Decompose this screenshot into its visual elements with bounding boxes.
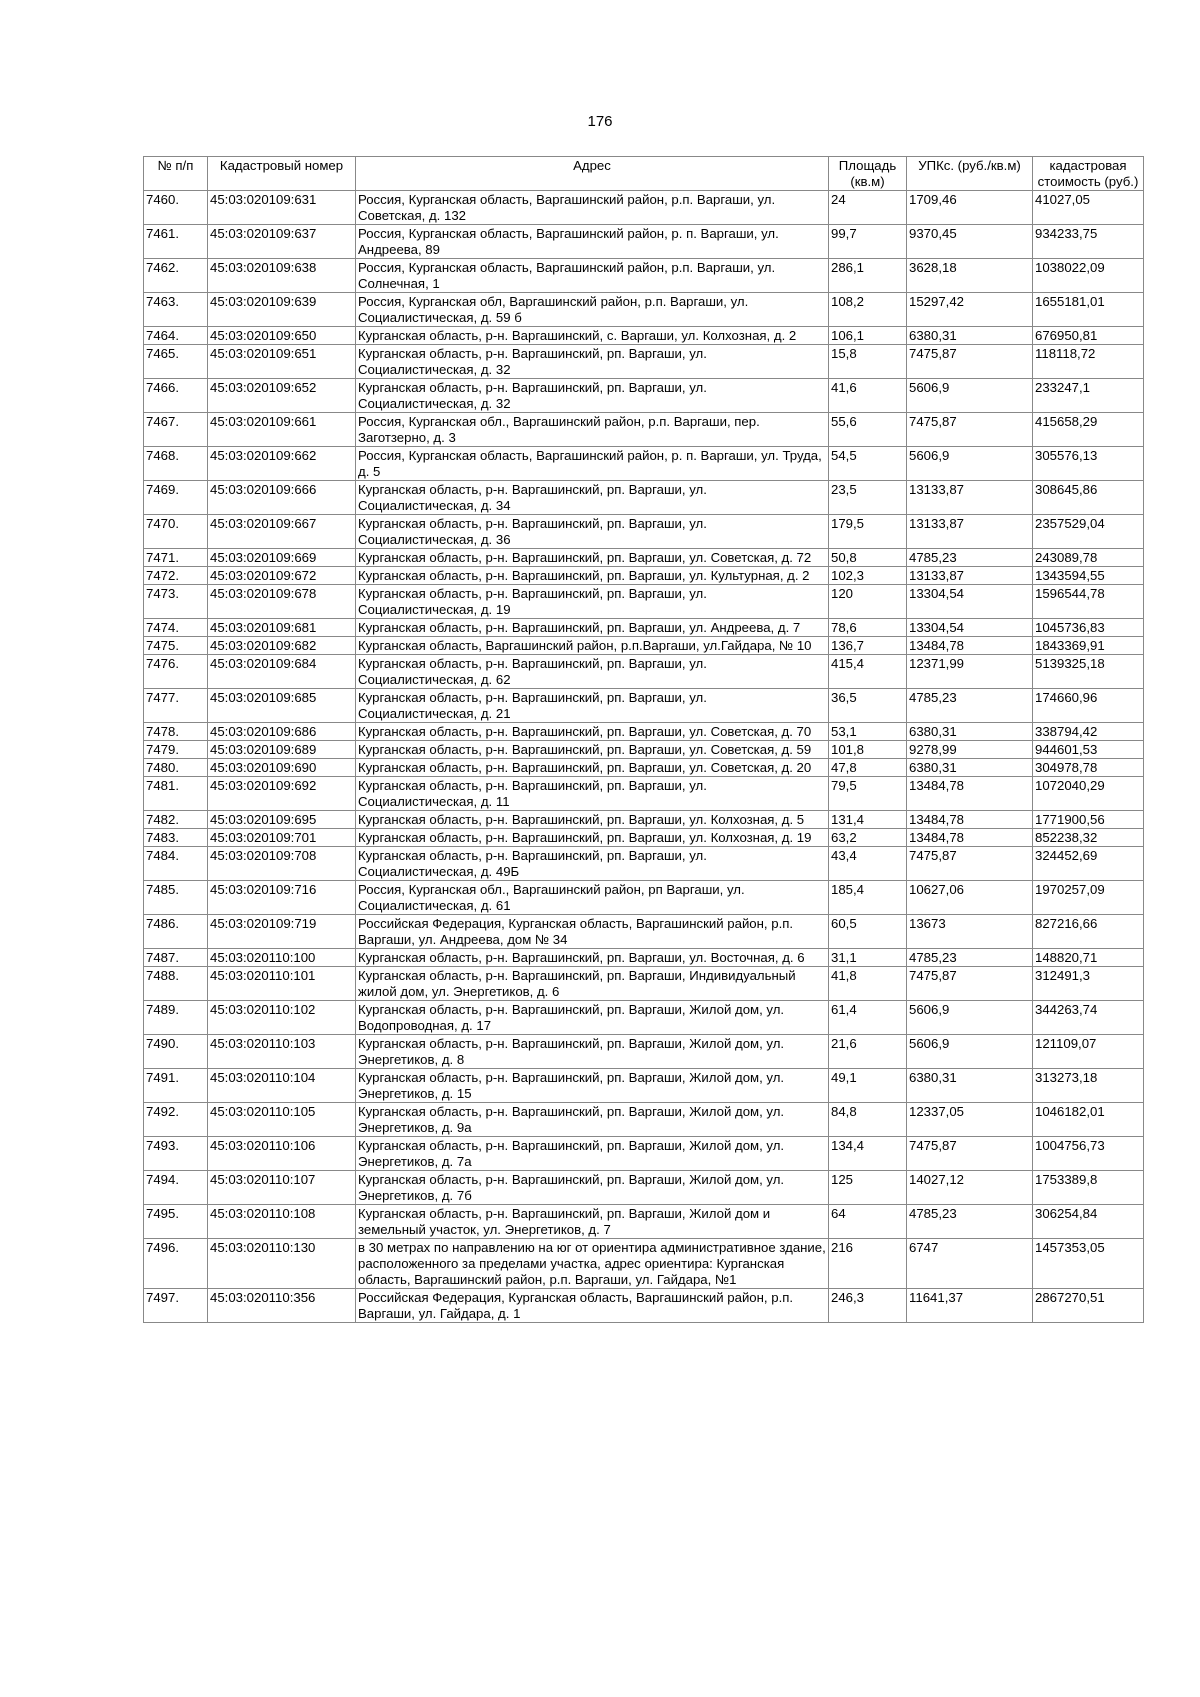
cell-cost: 243089,78	[1033, 549, 1144, 567]
cell-num: 7460.	[144, 191, 208, 225]
cell-num: 7470.	[144, 515, 208, 549]
cell-cadastral: 45:03:020109:678	[208, 585, 356, 619]
cell-cost: 118118,72	[1033, 345, 1144, 379]
cell-cadastral: 45:03:020110:103	[208, 1035, 356, 1069]
cell-cadastral: 45:03:020109:701	[208, 829, 356, 847]
table-row	[144, 949, 1144, 967]
cell-area: 106,1	[829, 327, 907, 345]
cell-num: 7478.	[144, 723, 208, 741]
cell-upks: 7475,87	[907, 967, 1033, 1001]
cell-upks: 13133,87	[907, 567, 1033, 585]
cell-cadastral: 45:03:020109:661	[208, 413, 356, 447]
header-cadastral: Кадастровый номер	[208, 157, 356, 191]
cell-area: 185,4	[829, 881, 907, 915]
table-row	[144, 723, 1144, 741]
cell-num: 7490.	[144, 1035, 208, 1069]
cell-cost: 2357529,04	[1033, 515, 1144, 549]
cell-num: 7477.	[144, 689, 208, 723]
table-row	[144, 847, 1144, 881]
cell-num: 7472.	[144, 567, 208, 585]
cell-address: Курганская область, р-н. Варгашинский, рп. Варгаши, ул. Социалистическая, д. 36	[356, 515, 829, 549]
cell-cost: 827216,66	[1033, 915, 1144, 949]
cell-upks: 5606,9	[907, 1035, 1033, 1069]
cell-area: 125	[829, 1171, 907, 1205]
cell-cost: 5139325,18	[1033, 655, 1144, 689]
cell-address: Курганская область, р-н. Варгашинский, рп. Варгаши, ул. Социалистическая, д. 62	[356, 655, 829, 689]
cell-cadastral: 45:03:020109:690	[208, 759, 356, 777]
cell-upks: 4785,23	[907, 689, 1033, 723]
cell-area: 131,4	[829, 811, 907, 829]
cell-address: Курганская область, р-н. Варгашинский, рп. Варгаши, Жилой дом, ул. Водопроводная, д. 17	[356, 1001, 829, 1035]
cell-cadastral: 45:03:020109:637	[208, 225, 356, 259]
cell-area: 50,8	[829, 549, 907, 567]
table-row	[144, 585, 1144, 619]
cell-cadastral: 45:03:020109:681	[208, 619, 356, 637]
cell-area: 21,6	[829, 1035, 907, 1069]
cell-upks: 13484,78	[907, 777, 1033, 811]
table-row	[144, 967, 1144, 1001]
cell-cadastral: 45:03:020109:689	[208, 741, 356, 759]
cell-upks: 4785,23	[907, 949, 1033, 967]
header-row	[144, 157, 1144, 191]
cell-upks: 9370,45	[907, 225, 1033, 259]
cell-address: Курганская область, р-н. Варгашинский, рп. Варгаши, ул. Социалистическая, д. 34	[356, 481, 829, 515]
cell-upks: 13673	[907, 915, 1033, 949]
cell-address: Курганская область, р-н. Варгашинский, рп. Варгаши, ул. Социалистическая, д. 32	[356, 345, 829, 379]
cell-address: Курганская область, р-н. Варгашинский, рп. Варгаши, ул. Социалистическая, д. 11	[356, 777, 829, 811]
cell-area: 108,2	[829, 293, 907, 327]
cell-area: 53,1	[829, 723, 907, 741]
cell-cost: 174660,96	[1033, 689, 1144, 723]
cell-upks: 6380,31	[907, 1069, 1033, 1103]
cell-cadastral: 45:03:020110:130	[208, 1239, 356, 1289]
cell-cost: 1655181,01	[1033, 293, 1144, 327]
table-row	[144, 1035, 1144, 1069]
cell-upks: 6380,31	[907, 327, 1033, 345]
cell-cadastral: 45:03:020109:666	[208, 481, 356, 515]
cell-num: 7488.	[144, 967, 208, 1001]
table-row	[144, 619, 1144, 637]
cell-cadastral: 45:03:020109:716	[208, 881, 356, 915]
cell-cost: 304978,78	[1033, 759, 1144, 777]
cell-upks: 7475,87	[907, 345, 1033, 379]
cell-num: 7467.	[144, 413, 208, 447]
cell-num: 7461.	[144, 225, 208, 259]
cell-address: Курганская область, р-н. Варгашинский, рп. Варгаши, Жилой дом, ул. Энергетиков, д. 8	[356, 1035, 829, 1069]
cell-area: 179,5	[829, 515, 907, 549]
cell-address: Курганская область, р-н. Варгашинский, рп. Варгаши, ул. Советская, д. 59	[356, 741, 829, 759]
cell-num: 7482.	[144, 811, 208, 829]
cell-cadastral: 45:03:020110:100	[208, 949, 356, 967]
cell-upks: 13133,87	[907, 481, 1033, 515]
cell-area: 246,3	[829, 1289, 907, 1323]
cell-upks: 15297,42	[907, 293, 1033, 327]
cell-cost: 1970257,09	[1033, 881, 1144, 915]
table-row	[144, 327, 1144, 345]
cell-address: Курганская область, р-н. Варгашинский, рп. Варгаши, ул. Социалистическая, д. 49Б	[356, 847, 829, 881]
cell-cadastral: 45:03:020109:669	[208, 549, 356, 567]
cell-num: 7484.	[144, 847, 208, 881]
cell-num: 7476.	[144, 655, 208, 689]
table-row	[144, 191, 1144, 225]
table-row	[144, 777, 1144, 811]
cell-cost: 415658,29	[1033, 413, 1144, 447]
cell-address: Курганская область, р-н. Варгашинский, рп. Варгаши, ул. Советская, д. 72	[356, 549, 829, 567]
cell-num: 7463.	[144, 293, 208, 327]
cell-address: Российская Федерация, Курганская область, Варгашинский район, р.п. Варгаши, ул. Гайдара, д. 1	[356, 1289, 829, 1323]
cell-area: 120	[829, 585, 907, 619]
cell-num: 7462.	[144, 259, 208, 293]
cell-cadastral: 45:03:020110:102	[208, 1001, 356, 1035]
cell-area: 41,8	[829, 967, 907, 1001]
cell-num: 7494.	[144, 1171, 208, 1205]
table-body	[144, 191, 1144, 1323]
cell-area: 99,7	[829, 225, 907, 259]
cell-address: Курганская область, р-н. Варгашинский, рп. Варгаши, Жилой дом, ул. Энергетиков, д. 7б	[356, 1171, 829, 1205]
cell-num: 7481.	[144, 777, 208, 811]
cell-cadastral: 45:03:020110:101	[208, 967, 356, 1001]
cell-upks: 1709,46	[907, 191, 1033, 225]
cell-upks: 13484,78	[907, 811, 1033, 829]
cell-num: 7495.	[144, 1205, 208, 1239]
cell-area: 136,7	[829, 637, 907, 655]
cell-area: 415,4	[829, 655, 907, 689]
cell-cost: 1843369,91	[1033, 637, 1144, 655]
table-row	[144, 379, 1144, 413]
cell-upks: 12371,99	[907, 655, 1033, 689]
table-row	[144, 655, 1144, 689]
cell-address: Россия, Курганская обл., Варгашинский район, р.п. Варгаши, пер. Заготзерно, д. 3	[356, 413, 829, 447]
cell-address: в 30 метрах по направлению на юг от ориентира административное здание, расположенного за пределами участка, адрес ориентира: Курганская область, Варгашинский район, р.п. Варгаши, ул. Гайдара, №1	[356, 1239, 829, 1289]
cell-upks: 5606,9	[907, 1001, 1033, 1035]
cell-area: 286,1	[829, 259, 907, 293]
cell-cadastral: 45:03:020109:685	[208, 689, 356, 723]
cell-upks: 4785,23	[907, 1205, 1033, 1239]
table-row	[144, 259, 1144, 293]
table-row	[144, 811, 1144, 829]
cell-cost: 1771900,56	[1033, 811, 1144, 829]
cell-cadastral: 45:03:020109:695	[208, 811, 356, 829]
cell-cost: 41027,05	[1033, 191, 1144, 225]
cell-address: Россия, Курганская обл, Варгашинский район, р.п. Варгаши, ул. Социалистическая, д. 59 б	[356, 293, 829, 327]
page-number: 176	[587, 113, 613, 130]
cell-address: Курганская область, р-н. Варгашинский, рп. Варгаши, ул. Колхозная, д. 5	[356, 811, 829, 829]
table-row	[144, 447, 1144, 481]
cell-cadastral: 45:03:020109:682	[208, 637, 356, 655]
cell-num: 7493.	[144, 1137, 208, 1171]
table-row	[144, 829, 1144, 847]
cell-cadastral: 45:03:020110:107	[208, 1171, 356, 1205]
cell-cadastral: 45:03:020110:106	[208, 1137, 356, 1171]
cell-address: Курганская область, Варгашинский район, р.п.Варгаши, ул.Гайдара, № 10	[356, 637, 829, 655]
cell-num: 7475.	[144, 637, 208, 655]
cell-address: Курганская область, р-н. Варгашинский, с. Варгаши, ул. Колхозная, д. 2	[356, 327, 829, 345]
table-row	[144, 1069, 1144, 1103]
cell-address: Курганская область, р-н. Варгашинский, рп. Варгаши, Жилой дом, ул. Энергетиков, д. 15	[356, 1069, 829, 1103]
table-row	[144, 567, 1144, 585]
cell-upks: 7475,87	[907, 413, 1033, 447]
cell-area: 60,5	[829, 915, 907, 949]
cell-upks: 10627,06	[907, 881, 1033, 915]
cell-cost: 306254,84	[1033, 1205, 1144, 1239]
table-row	[144, 1205, 1144, 1239]
cell-area: 134,4	[829, 1137, 907, 1171]
cell-address: Курганская область, р-н. Варгашинский, рп. Варгаши, ул. Социалистическая, д. 21	[356, 689, 829, 723]
table-row	[144, 759, 1144, 777]
cell-cost: 308645,86	[1033, 481, 1144, 515]
header-area: Площадь (кв.м)	[829, 157, 907, 191]
cell-upks: 13304,54	[907, 619, 1033, 637]
cell-cost: 944601,53	[1033, 741, 1144, 759]
cell-num: 7485.	[144, 881, 208, 915]
cell-cadastral: 45:03:020109:686	[208, 723, 356, 741]
cell-upks: 5606,9	[907, 447, 1033, 481]
cell-cadastral: 45:03:020109:708	[208, 847, 356, 881]
cell-cost: 313273,18	[1033, 1069, 1144, 1103]
cell-area: 47,8	[829, 759, 907, 777]
cell-cadastral: 45:03:020109:651	[208, 345, 356, 379]
header-num: № п/п	[144, 157, 208, 191]
cell-cost: 344263,74	[1033, 1001, 1144, 1035]
table-row	[144, 1239, 1144, 1289]
table-row	[144, 637, 1144, 655]
cell-upks: 14027,12	[907, 1171, 1033, 1205]
cell-upks: 4785,23	[907, 549, 1033, 567]
cell-num: 7491.	[144, 1069, 208, 1103]
cell-cadastral: 45:03:020109:684	[208, 655, 356, 689]
cell-address: Курганская область, р-н. Варгашинский, рп. Варгаши, Жилой дом и земельный участок, ул. Энергетиков, д. 7	[356, 1205, 829, 1239]
cell-cadastral: 45:03:020109:631	[208, 191, 356, 225]
cell-cadastral: 45:03:020109:692	[208, 777, 356, 811]
cell-num: 7497.	[144, 1289, 208, 1323]
table-header	[144, 157, 1144, 191]
cell-cost: 934233,75	[1033, 225, 1144, 259]
cell-area: 63,2	[829, 829, 907, 847]
cell-upks: 13484,78	[907, 829, 1033, 847]
cell-address: Курганская область, р-н. Варгашинский, рп. Варгаши, Жилой дом, ул. Энергетиков, д. 7а	[356, 1137, 829, 1171]
cell-address: Россия, Курганская область, Варгашинский район, р. п. Варгаши, ул. Андреева, 89	[356, 225, 829, 259]
cell-address: Курганская область, р-н. Варгашинский, рп. Варгаши, ул. Социалистическая, д. 19	[356, 585, 829, 619]
cell-upks: 7475,87	[907, 1137, 1033, 1171]
cell-upks: 12337,05	[907, 1103, 1033, 1137]
cell-area: 49,1	[829, 1069, 907, 1103]
cell-cost: 1753389,8	[1033, 1171, 1144, 1205]
cell-cost: 1457353,05	[1033, 1239, 1144, 1289]
cell-cost: 324452,69	[1033, 847, 1144, 881]
cell-cost: 676950,81	[1033, 327, 1144, 345]
cell-num: 7474.	[144, 619, 208, 637]
cell-area: 78,6	[829, 619, 907, 637]
cell-area: 54,5	[829, 447, 907, 481]
cell-cadastral: 45:03:020109:672	[208, 567, 356, 585]
cell-num: 7469.	[144, 481, 208, 515]
cell-address: Курганская область, р-н. Варгашинский, рп. Варгаши, ул. Восточная, д. 6	[356, 949, 829, 967]
table-row	[144, 293, 1144, 327]
cell-area: 36,5	[829, 689, 907, 723]
cell-num: 7480.	[144, 759, 208, 777]
cell-area: 84,8	[829, 1103, 907, 1137]
table-row	[144, 1001, 1144, 1035]
cell-address: Курганская область, р-н. Варгашинский, рп. Варгаши, ул. Андреева, д. 7	[356, 619, 829, 637]
cell-upks: 13133,87	[907, 515, 1033, 549]
cell-num: 7464.	[144, 327, 208, 345]
cell-upks: 11641,37	[907, 1289, 1033, 1323]
table-row	[144, 225, 1144, 259]
cell-num: 7483.	[144, 829, 208, 847]
cell-cost: 148820,71	[1033, 949, 1144, 967]
table-row	[144, 1289, 1144, 1323]
cell-cadastral: 45:03:020109:719	[208, 915, 356, 949]
cell-area: 64	[829, 1205, 907, 1239]
cell-area: 101,8	[829, 741, 907, 759]
cell-area: 24	[829, 191, 907, 225]
cell-address: Курганская область, р-н. Варгашинский, рп. Варгаши, ул. Культурная, д. 2	[356, 567, 829, 585]
cell-cost: 1038022,09	[1033, 259, 1144, 293]
cell-num: 7465.	[144, 345, 208, 379]
cell-address: Курганская область, р-н. Варгашинский, рп. Варгаши, ул. Социалистическая, д. 32	[356, 379, 829, 413]
cell-cadastral: 45:03:020110:105	[208, 1103, 356, 1137]
cell-cost: 1045736,83	[1033, 619, 1144, 637]
cell-cost: 1072040,29	[1033, 777, 1144, 811]
cell-cadastral: 45:03:020109:638	[208, 259, 356, 293]
cell-num: 7487.	[144, 949, 208, 967]
cell-num: 7468.	[144, 447, 208, 481]
cell-cadastral: 45:03:020110:356	[208, 1289, 356, 1323]
cell-num: 7473.	[144, 585, 208, 619]
cell-area: 216	[829, 1239, 907, 1289]
cell-cost: 1004756,73	[1033, 1137, 1144, 1171]
table-row	[144, 741, 1144, 759]
cell-cost: 233247,1	[1033, 379, 1144, 413]
cell-address: Курганская область, р-н. Варгашинский, рп. Варгаши, ул. Колхозная, д. 19	[356, 829, 829, 847]
cell-upks: 9278,99	[907, 741, 1033, 759]
cell-num: 7466.	[144, 379, 208, 413]
cell-upks: 13484,78	[907, 637, 1033, 655]
cell-upks: 6380,31	[907, 723, 1033, 741]
cell-num: 7492.	[144, 1103, 208, 1137]
cell-cost: 1046182,01	[1033, 1103, 1144, 1137]
cell-cadastral: 45:03:020109:667	[208, 515, 356, 549]
cell-num: 7486.	[144, 915, 208, 949]
cell-num: 7496.	[144, 1239, 208, 1289]
header-address: Адрес	[356, 157, 829, 191]
table-row	[144, 689, 1144, 723]
cell-upks: 13304,54	[907, 585, 1033, 619]
cell-upks: 7475,87	[907, 847, 1033, 881]
cell-area: 41,6	[829, 379, 907, 413]
table-row	[144, 481, 1144, 515]
cell-cadastral: 45:03:020109:650	[208, 327, 356, 345]
table-row	[144, 549, 1144, 567]
cell-area: 43,4	[829, 847, 907, 881]
cell-area: 61,4	[829, 1001, 907, 1035]
cell-cadastral: 45:03:020109:662	[208, 447, 356, 481]
cell-address: Курганская область, р-н. Варгашинский, рп. Варгаши, ул. Советская, д. 20	[356, 759, 829, 777]
table-row	[144, 1137, 1144, 1171]
cell-cost: 305576,13	[1033, 447, 1144, 481]
table-row	[144, 515, 1144, 549]
cell-address: Россия, Курганская область, Варгашинский район, р.п. Варгаши, ул. Солнечная, 1	[356, 259, 829, 293]
header-upks: УПКс. (руб./кв.м)	[907, 157, 1033, 191]
cell-cost: 2867270,51	[1033, 1289, 1144, 1323]
cell-cost: 312491,3	[1033, 967, 1144, 1001]
cell-cost: 121109,07	[1033, 1035, 1144, 1069]
table-row	[144, 1103, 1144, 1137]
cell-address: Курганская область, р-н. Варгашинский, рп. Варгаши, ул. Советская, д. 70	[356, 723, 829, 741]
table-row	[144, 413, 1144, 447]
table-row	[144, 345, 1144, 379]
cell-cadastral: 45:03:020110:108	[208, 1205, 356, 1239]
table-row	[144, 1171, 1144, 1205]
cell-cadastral: 45:03:020109:652	[208, 379, 356, 413]
cell-area: 55,6	[829, 413, 907, 447]
table-row	[144, 881, 1144, 915]
cell-upks: 3628,18	[907, 259, 1033, 293]
cadastral-table	[143, 156, 1144, 1323]
cell-upks: 6380,31	[907, 759, 1033, 777]
cell-address: Курганская область, р-н. Варгашинский, рп. Варгаши, Жилой дом, ул. Энергетиков, д. 9а	[356, 1103, 829, 1137]
cell-area: 102,3	[829, 567, 907, 585]
cell-cost: 338794,42	[1033, 723, 1144, 741]
cell-cost: 1343594,55	[1033, 567, 1144, 585]
cell-address: Российская Федерация, Курганская область, Варгашинский район, р.п. Варгаши, ул. Андреева, дом № 34	[356, 915, 829, 949]
cell-area: 15,8	[829, 345, 907, 379]
cell-area: 23,5	[829, 481, 907, 515]
cell-cost: 1596544,78	[1033, 585, 1144, 619]
header-cost: кадастровая стоимость (руб.)	[1033, 157, 1144, 191]
cell-cadastral: 45:03:020110:104	[208, 1069, 356, 1103]
cell-area: 79,5	[829, 777, 907, 811]
cell-area: 31,1	[829, 949, 907, 967]
cell-upks: 5606,9	[907, 379, 1033, 413]
cell-num: 7479.	[144, 741, 208, 759]
cell-upks: 6747	[907, 1239, 1033, 1289]
cell-num: 7489.	[144, 1001, 208, 1035]
cell-address: Курганская область, р-н. Варгашинский, рп. Варгаши, Индивидуальный жилой дом, ул. Энергетиков, д. 6	[356, 967, 829, 1001]
cell-address: Россия, Курганская область, Варгашинский район, р. п. Варгаши, ул. Труда, д. 5	[356, 447, 829, 481]
cell-cost: 852238,32	[1033, 829, 1144, 847]
table-row	[144, 915, 1144, 949]
cell-address: Россия, Курганская область, Варгашинский район, р.п. Варгаши, ул. Советская, д. 132	[356, 191, 829, 225]
cell-num: 7471.	[144, 549, 208, 567]
cell-cadastral: 45:03:020109:639	[208, 293, 356, 327]
cell-address: Россия, Курганская обл., Варгашинский район, рп Варгаши, ул. Социалистическая, д. 61	[356, 881, 829, 915]
